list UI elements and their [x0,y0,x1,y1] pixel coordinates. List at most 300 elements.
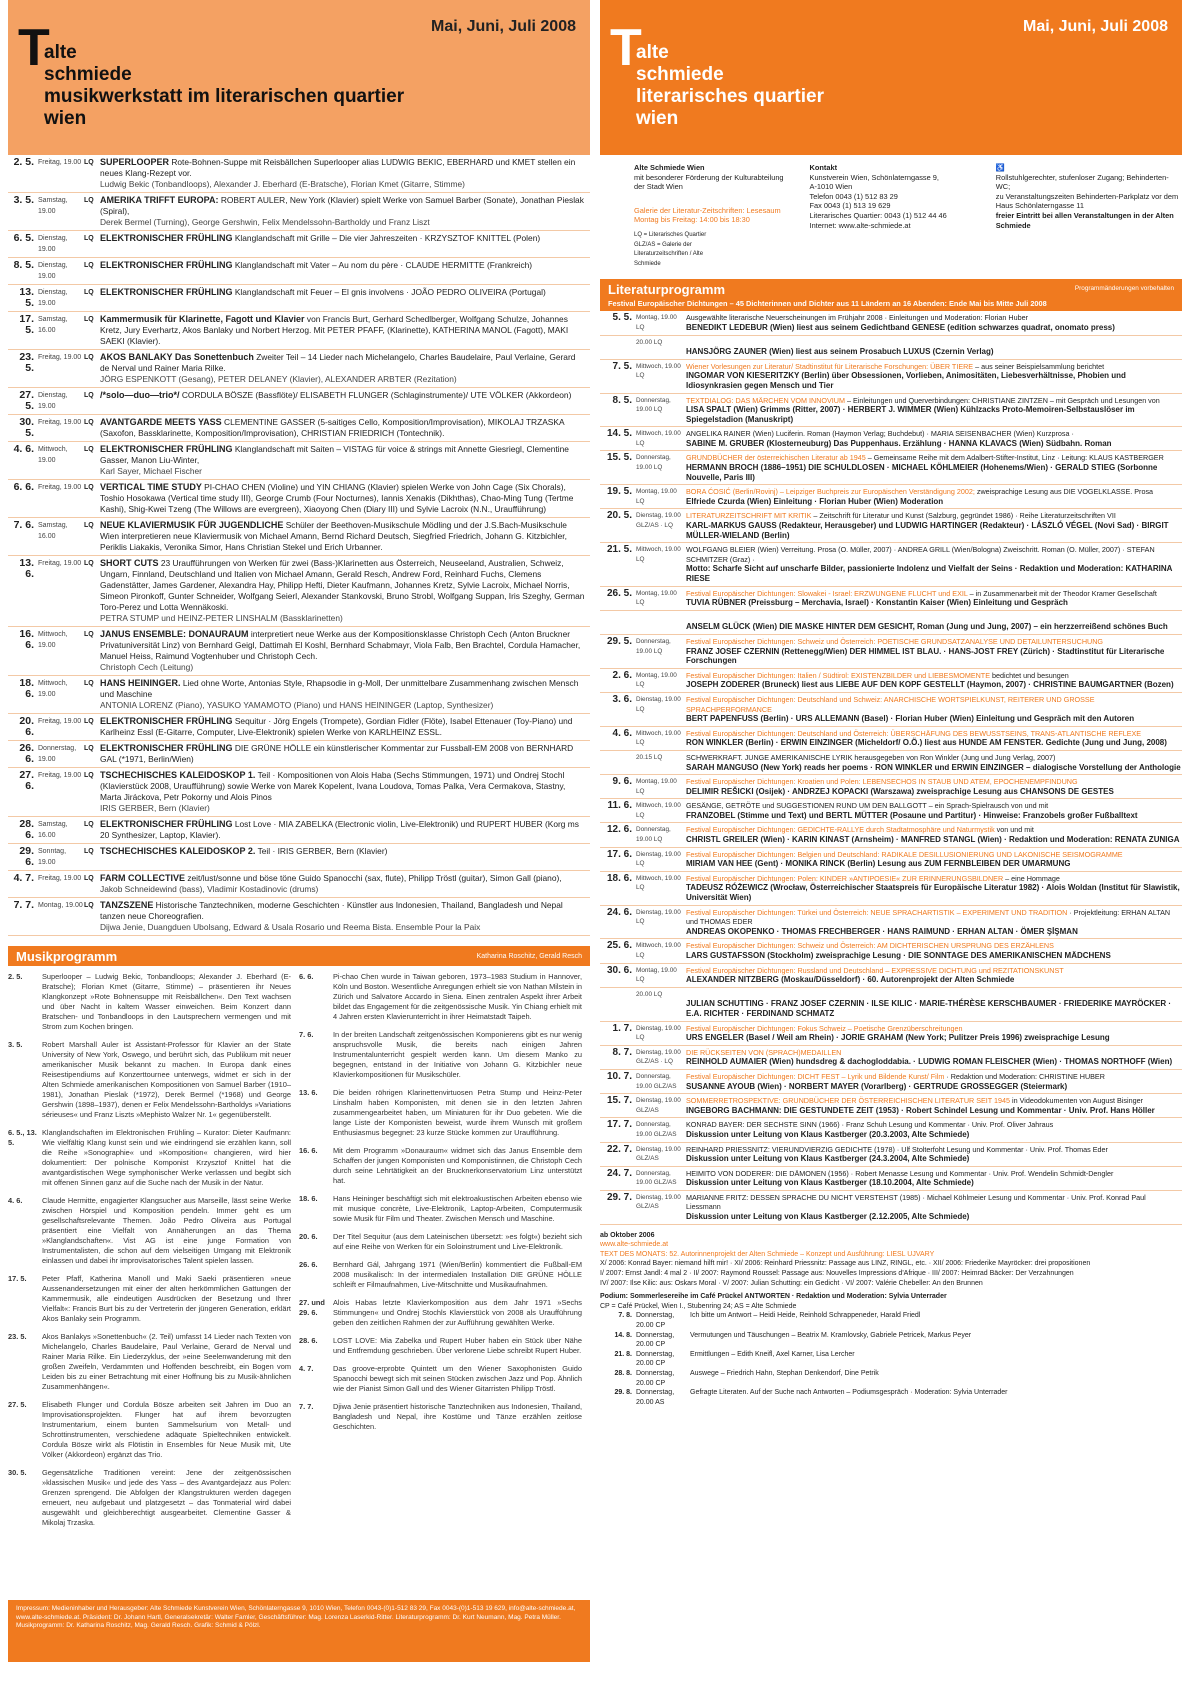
event-day-time: Dienstag, 19.00 GLZ/AS · LQ [636,512,681,530]
info-line: Haus Schönlaterngasse 11 [995,201,1084,211]
event-authors: ANSELM GLÜCK (Wien) DIE MASKE HINTER DEM GESICHT, Roman (Jung und Jung, 2007) – ein herzzerreißend schönes Buch [686,622,1168,632]
event-description [686,1193,1182,1222]
program-entry [299,1030,582,1080]
event-description [100,678,590,711]
event-text: · Projektleitung: ERHAN ALTAN und THOMAS EDER [686,907,1171,927]
program-text: Mit dem Programm »Donauraum« widmet sich das Janus Ensemble dem Schaffen der jungen Komponisten und Komponistinnen, die Christoph Cech durch seine Lehrtätigkeit an der Brucknerkonservatorium Linz unterstützt hat. [333,1146,582,1185]
music-program-bar [8,946,590,966]
event-text: interpretiert neue Werke aus der Kompositionsklasse Christoph Cech (Anton Bruckner Privatuniversität Linz) von Bernhard Geigl, Dattimah El Koshl, Bernhard Schabmayr, Viola Falb, Ben Brachtel, Cordula Hamacher, Manuel Heiss, Raimund Vogtenhuber und Christoph Cech. [100,629,581,661]
event-venue: LQ [84,159,94,166]
event-text: Sequitur · Jörg Engels (Trompete), Gordian Fidler (Flöte), Isabel Ettenauer (Toy-Piano) und Karlheinz Essl (E-Gitarre, Computer, Live-Elektronik) spielen Werke von KARLHEINZ ESSL. [100,716,573,737]
event-description [686,777,1182,796]
event-text: Schüler der Beethoven-Musikschule Mödling und der J.S.Bach-Musikschule Wien interpretieren neue Klaviermusik von Michael Amann, Bernd Richard Deutsch, Siegfried Friedrich, Johann G. Kitzbichler, Periklis Liakakis, Veronika Simor, Hans Christian Stekel und Erich Urbanner. [100,520,567,552]
event-date: 12. 6. [606,824,632,836]
literature-event-row [600,1022,1182,1046]
program-entry [299,1336,582,1356]
event-description [686,589,1182,608]
event-series: Festival Europäischer Dichtungen: Italien / Südtirol: EXISTENZBILDER und LIEBESMOMENTE [686,670,990,680]
program-date: 7. 6. [299,1030,314,1039]
event-title: ELEKTRONISCHER FRÜHLING [100,743,233,753]
program-date: 23. 5. [8,1332,27,1341]
music-event-row [8,518,590,556]
program-text: Robert Marshall Auler ist Assistant-Professor für Klavier an der State University of New York, Oswego, und berührt sich, das Publikum mit neuer amerikanischer Musik bekannt zu machen. In Europa dank eines Reisestipendiums auf Konzerttournee unterwegs, widmet er sich in der Alten Schmiede amerikanischen Kompositionen von Samuel Barber (1910–1981), Jonathan Pieslak (*1972), Derek Bermel (*1968) und George Gershwin (1898–1937), denen er Felix Mendelssohn-Bartholdys »Variations sérieuses« und Franz Liszts »Mephisto Walzer Nr. 1« gegenüberstellt. [42,1040,291,1119]
literature-program-bar [600,279,1182,311]
info-line: Kontakt [809,163,838,172]
program-entry [299,1194,582,1224]
music-event-row [8,627,590,676]
event-description [100,390,590,412]
brand-line: wien [44,108,87,129]
program-text: LOST LOVE: Mia Zabelka und Rupert Huber haben ein Stück über Nähe und Entfremdung geschrieben. Über verlorene Liebe schreibt Rupert Huber. [333,1336,582,1355]
podium-date: 29. 8. [614,1389,632,1397]
program-text: Bernhard Gál, Jahrgang 1971 (Wien/Berlin) kommentiert die Fußball-EM 2008 musikalisch: In der intermedialen Installation DIE GRÜNE HÖLLE schleift er Filmaufnahmen, Live-Mitschnitte und Musikaufnahmen. [333,1260,582,1289]
event-authors: FRANZ JOSEF CZERNIN (Rettenegg/Wien) DER HIMMEL IST BLAU. · HANS-JOST FREY (Zürich) · Stadtinstitut für Literarische Forschungen [686,646,1165,666]
podium-row [600,1311,1182,1330]
event-text: – Einleitungen und Querverbindungen: CHRISTIANE ZINTZEN – mit Gespräch und Lesungen von [846,395,1160,405]
literature-event-row [600,693,1182,727]
literature-event-row [600,906,1182,940]
literature-event-row [600,509,1182,543]
podium-title: Ich bitte um Antwort – Heidi Heide, Reinhold Schrappeneder, Harald Friedl [690,1312,921,1320]
event-description [686,801,1182,820]
event-authors: KARL-MARKUS GAUSS (Redakteur, Herausgeber) und LUDWIG HARTINGER (Redakteur) · LÁSZLÓ VÉGEL (Novi Sad) · BIRGIT MÜLLER-WIELAND (Berlin) [686,521,1169,540]
music-event-row [8,714,590,741]
event-description [100,195,590,228]
program-date: 7. 7. [299,1402,314,1411]
event-venue: LQ [84,419,94,426]
info-contact [810,163,996,269]
literature-event-row [600,1094,1182,1118]
event-title: TANZSZENE [100,900,154,910]
event-series: Festival Europäischer Dichtungen: Deutschland und Schweiz: ANARCHISCHE WORTSPIELKUNST, REITERER UND GROSSE SPRACHPERFORMANCE [686,694,1095,714]
event-date: 11. 6. [607,800,632,812]
event-day-time: Mittwoch, 19.00 LQ [636,942,681,959]
event-day-time: Freitag, 19.00 [38,718,82,725]
event-description [686,545,1182,583]
event-description [686,396,1182,425]
program-entry [8,1332,291,1392]
literature-event-row [600,1191,1182,1225]
event-performers: PETRA STUMP und HEINZ-PETER LINSHALM (Bassklarinetten) [100,613,343,623]
event-title: AMERIKA TRIFFT EUROPA: [100,195,219,205]
event-text: Klanglandschaft mit Saiten – VISTAG für voice & strings mit Annette Giesriegl, Clementine Gasser, Manon Liu-Winter, [100,444,569,465]
music-program-curators: Katharina Roschitz, Gerald Resch [476,952,582,960]
literature-event-list [600,311,1182,1224]
brand-line: literarisches quartier [636,86,824,107]
event-series: TEXTDIALOG: DAS MÄRCHEN VOM INNOVIUM [686,395,845,405]
literature-event-row [600,587,1182,611]
podium-title: Auswege – Friedrich Hahn, Stephan Denkendorf, Dine Petrik [690,1369,879,1377]
event-description [100,233,590,255]
event-series: Festival Europäischer Dichtungen: Kroatien und Polen: LEBENSECHOS IN STAUB UND ATEM, EPOCHENEMPFINDUNG [686,777,1078,787]
event-date: 21. 5. [606,544,632,556]
event-series: Festival Europäischer Dichtungen: GEDICHTE-RALLYE durch Stadtatmosphäre und Naturmystik [686,825,995,835]
literature-program-title: Literaturprogramm [608,282,726,298]
event-authors: Diskussion unter Leitung von Klaus Kastberger (20.3.2003, Alte Schmiede) [686,1129,970,1139]
event-performers: IRIS GERBER, Bern (Klavier) [100,803,210,813]
event-series: Festival Europäischer Dichtungen: Belgien und Deutschland: RADIKALE DESILLUSIONIERUNG UND LAKONISCHE SEISMOGRAMME [686,849,1123,859]
event-description [686,1024,1182,1043]
event-description [686,511,1182,540]
event-date: 2. 5. [13,156,34,168]
event-day-time: Freitag, 19.00 [38,419,82,426]
event-date: 27. 5. [19,389,34,412]
event-authors: CHRISTL GREILER (Wien) · KARIN KINAST (Arnsheim) · MANFRED STANGL (Wien) · Redaktion und Moderation: RENATA ZUNIGA [686,835,1180,845]
music-program-text [8,966,590,1542]
event-day-time: Montag, 19.00 LQ [636,589,677,607]
music-event-row [8,442,590,480]
brand-title [44,42,404,130]
program-text: Superlooper – Ludwig Bekic, Tonbandloops; Alexander J. Eberhard (E-Bratsche); Florian Kmet (Gitarre, Stimme) – präsentieren ihr Neues Klangkonzept »Rote Bohnensuppe mit Reisbällchen«. Den Text wachsen und über Nacht in kaltem Wasser einweichen. Beim Konzert dann Bratschen- und Tonbandloops in den Lautsprechern vermengen und mit Strom zum Kochen bringen. [42,972,291,1031]
literature-event-row [600,360,1182,394]
event-date: 5. 5. [612,312,632,324]
brand-letter: T [610,19,642,77]
literature-event-row [600,669,1182,693]
program-date: 4. 7. [299,1364,314,1373]
text-month-line: I/ 2007: Ernst Jandl: 4 mal 2 · II/ 2007: Raymond Roussel: Passage aus: Nouvelles Impressions d'Afrique · III/ 2007: Heimrad Bäcker: Der Verzahnungen [600,1270,1074,1278]
event-authors: Diskussion unter Leitung von Klaus Kastberger (18.10.2004, Alte Schmiede) [686,1178,974,1188]
event-venue: LQ [84,354,94,361]
event-date [600,338,636,357]
event-description [686,313,1182,332]
event-text: HEIMITO VON DODERER: DIE DÄMONEN (1956) · Robert Menasse Lesung und Kommentar · Univ. Prof. Wendelin Schmidt-Dengler [686,1168,1114,1178]
footer-heading: ab Oktober 2006 [600,1231,655,1239]
info-line: der Stadt Wien [634,182,683,192]
event-authors: JOSEPH ZODERER (Bruneck) liest aus LIEBE AUF DEN KOPF GESTELLT (Haymon, 2007) · CHRISTINE BAUMGARTNER (Bozen) [686,680,1174,690]
literature-program [600,279,1182,1224]
event-description [686,1169,1182,1188]
program-date: 18. 6. [299,1194,318,1203]
event-performers: Karl Sayer, Michael Fischer [100,466,202,476]
event-date: 24. 6. [606,906,632,918]
event-performers: Christoph Cech (Leitung) [100,662,194,672]
literature-event-row [600,775,1182,799]
event-venue: LQ [84,718,94,725]
info-line: Montag bis Freitag: 14:00 bis 18:30 [634,215,750,225]
event-day-time: Dienstag, 19.00 LQ [636,1024,681,1042]
event-date: 9. 6. [612,776,632,788]
music-event-row [8,844,590,871]
event-date [600,753,636,772]
legend-lq: LQ = Literarisches Quartier GLZ/AS = Galerie der Literaturzeitschriften / Alte Schmiede [634,231,707,267]
event-date: 8. 5. [13,259,34,271]
podium-date: 28. 8. [614,1369,632,1377]
program-text: Claude Hermitte, engagierter Klangsucher aus Marseille, lässt seine Werke zwischen Hörspiel und Komposition pendeln. Immer geht es um gesellschaftsrelevante Themen. João Pedro Oliveira aus Portugal präsentiert eine Vielfalt von Annäherungen an das Thema »Klanglandschaften«. Vist AG ist eine junge Formation von Instrumentalisten, die schon auf dem vielseitigen Umgang mit Elektronik einlassen und dabei ihr improvisatorisches Talent spielen lassen. [42,1196,291,1265]
event-text: PI-CHAO CHEN (Violine) und YIN CHIANG (Klavier) spielen Werke von John Cage (Six Chorals), Toshio Hosokawa (Vertical time study III), George Crumb (Four Nocturnes), Iannis Xenakis (Dikhthas), Chao-Ming Tung (Tertme Kashi), Shig-Kwei Tzeng (The Willows are evergreen), Xiaoyong Chen (Diary III) und Sylvie Lacroix (N.N., Uraufführung) [100,482,574,514]
event-text: bedichtet und besungen [992,670,1069,680]
event-date: 13. 6. [19,557,34,580]
event-authors: Diskussion unter Leitung von Klaus Kastberger (24.3.2004, Alte Schmiede) [686,1154,970,1164]
program-entry [299,1146,582,1186]
event-date: 8. 5. [612,394,632,406]
podium-row [600,1388,1182,1407]
event-date: 2. 6. [612,669,632,681]
podium-title: Gefragte Literaten. Auf der Suche nach Antworten – Podiumsgespräch · Moderation: Sylvia Unterrader [690,1389,1008,1397]
brand-letter: T [18,19,50,77]
program-entry [8,1040,291,1120]
website-link[interactable]: www.alte-schmiede.at [600,1241,669,1249]
event-venue: LQ [84,875,94,882]
event-day-time: Donnerstag, 19.00 GLZ/AS [636,1072,677,1090]
event-authors: ALEXANDER NITZBERG (Moskau/Düsseldorf) · 60. Autorenprojekt der Alten Schmiede [686,975,1015,985]
event-text: Teil · Kompositionen von Alois Haba (Sechs Stimmungen, 1971) und Ondrej Stochl (Klavierstück 2008, Uraufführung) sowie Werke von Marek Kopelent, Ivana Loudova, Tomas Palka, Vera Cermakova, Stastny, Marta Jiráckova, Petr Pokorny und Alois Pinos [100,770,566,802]
event-authors: SABINE M. GRUBER (Klosterneuburg) Das Puppenhaus. Erzählung · HANNA KLAVACS (Wien) Südbahn. Roman [686,438,1112,448]
event-description [686,637,1182,666]
event-day-time: Dienstag, 19.00 LQ [636,850,681,868]
literature-event-row [600,394,1182,428]
event-day-time: Dienstag, 19.00 GLZ/AS · LQ [636,1048,681,1066]
music-event-row [8,768,590,817]
event-text: MARIANNE FRITZ: DESSEN SPRACHE DU NICHT VERSTEHST (1985) · Michael Köhlmeier Lesung und Kommentar · Univ. Prof. Konrad Paul Liessmann [686,1192,1146,1212]
literature-event-row [600,1167,1182,1191]
event-day-time: Samstag, 19.00 [38,197,68,215]
event-text: – Gemeinsame Reihe mit dem Adalbert-Stifter-Institut, Linz · Leitung: KLAUS KASTBERGER [867,453,1164,463]
music-event-row [8,898,590,936]
event-series: Festival Europäischer Dichtungen: Slowakei - Israel: ERZWUNGENE FLUCHT und EXIL [686,588,968,598]
event-description [100,743,590,765]
event-authors: DELIMIR REŠICKI (Osijek) · ANDRZEJ KOPACKI (Warszawa) zweisprachige Lesung aus CHANSONS DE GESTES [686,786,1114,796]
event-day-time: Freitag, 19.00 [38,560,82,567]
event-description [686,453,1182,482]
literature-event-row [600,543,1182,586]
info-line: zu Veranstaltungszeiten Behinderten-Parkplatz vor dem [995,191,1179,201]
event-day-time: Mittwoch, 19.00 LQ [636,362,681,380]
event-date: 6. 5. [13,232,34,244]
event-date: 1. 7. [612,1022,632,1034]
event-authors: JULIAN SCHUTTING · FRANZ JOSEF CZERNIN · ILSE KILIC · MARIE-THÉRÈSE KERSCHBAUMER · FRIEDERIKE MAYRÖCKER · E.A. RICHTER · FERDINAND SCHMATZ [686,999,1172,1018]
literature-event-row [600,635,1182,669]
program-entry [299,1232,582,1252]
event-performers: Ludwig Bekic (Tonbandloops), Alexander J. Eberhard (E-Bratsche), Florian Kmet (Gitarre, Stimme) [100,179,465,189]
event-date: 6. 6. [13,481,34,493]
event-series: LITERATURZEITSCHRIFT MIT KRITIK [686,511,812,521]
brand-line: alte [636,42,669,63]
music-event-row [8,258,590,285]
event-description [100,520,590,553]
event-description [100,314,590,347]
event-day-time: Donnerstag, 19.00 LQ [636,637,671,655]
event-venue: LQ [84,235,94,242]
program-text: Pi-chao Chen wurde in Taiwan geboren, 1973–1983 Studium in Hannover, Köln und Boston. Wesentliche Anregungen erhielt sie von Nathan Milstein in Zürich und Salvatore Accardo in Siena. Einen zentralen Aspekt ihrer Arbeit bildet das Engagement für die zeitgenössische Musik. Yin Chiang erhielt mit 4 Jahren ersten Klavierunterricht in ihrer Heimatstadt Taipeh. [333,972,582,1021]
event-venue: LQ [84,902,94,909]
music-event-row [8,871,590,898]
event-text: – Zeitschrift für Literatur und Kunst (Salzburg, gegründet 1986) · Reihe Literaturzeitschriften VII [813,511,1116,521]
event-description [686,850,1182,869]
event-title: JANUS ENSEMBLE: DONAURAUM [100,629,249,639]
podium-date: 7. 8. [618,1312,632,1320]
event-authors: LARS GUSTAFSSON (Stockholm) zweisprachige Lesung · DIE SONNTAGE DES AMERIKANISCHEN MÄDCHENS [686,951,1111,960]
program-date: 16. 6. [299,1146,318,1155]
podium-day-time: Donnerstag, 20.00 CP [636,1331,675,1349]
program-text: Klanglandschaften im Elektronischen Frühling – Kurator: Dieter Kaufmann: Wie vielfältig Klang kunst sein und wie eindringend sie erzählen kann, soll die Reihe »Sonographie« und »Komposition« changieren, wird hier dokumentiert: Der polnische Komponist Krzysztof Knittel hat die avantgardistischen Wege symphonischer Werke verlassen und begibt sich mit offenen Sinnen ganz auf die Suche nach der Musik in der Natur. [42,1128,291,1187]
event-text: Klanglandschaft mit Feuer – El gnis involvens · JOÃO PEDRO OLIVEIRA (Portugal) [234,287,546,297]
event-day-time: Freitag, 19.00 [38,159,82,166]
event-venue: LQ [84,197,94,204]
text-of-month: TEXT DES MONATS: 52. Autorinnenprojekt der Alten Schmiede – Konzept und Ausführung: LIESL UJVARY [600,1250,935,1258]
event-authors: Motto: Scharfe Sicht auf unscharfe Bilder, passionierte Indolenz und Vielfalt der Seins · Redaktion und Moderation: KATHARINA RIESE [686,564,1173,583]
event-day-time: Mittwoch, 19.00 LQ [636,802,681,819]
event-description [686,908,1182,937]
event-description [100,900,590,933]
literature-event-row [600,848,1182,872]
event-day-time: Mittwoch, 19.00 [38,446,68,464]
event-day-time: Dienstag, 19.00 GLZ/AS [636,1145,681,1163]
program-entry [8,1274,291,1324]
music-event-row [8,676,590,714]
event-series: Festival Europäischer Dichtungen: Polen: KINDER »ANTIPOESIE« ZUR ERINNERUNGSBILDNER [686,873,1004,883]
event-date: 20. 6. [19,715,34,738]
event-day-time: Mittwoch, 19.00 LQ [636,729,681,747]
event-description [686,753,1182,772]
event-day-time: Samstag, 16.00 [38,316,68,334]
event-date: 18. 6. [606,872,632,884]
brand-line: alte [44,42,77,63]
event-description [100,770,590,814]
literature-event-row [600,1118,1182,1142]
event-date: 15. 5. [606,452,632,464]
event-authors: Diskussion unter Leitung von Klaus Kastberger (2.12.2005, Alte Schmiede) [686,1212,970,1222]
event-day-time: 20.00 LQ [636,338,663,346]
music-event-row [8,741,590,768]
event-day-time: Donnerstag, 19.00 LQ [636,396,671,414]
podium-row [600,1350,1182,1369]
brand-title [636,42,824,130]
music-event-row [8,556,590,627]
event-authors: FRANZOBEL (Stimme und Text) und BERTL MÜTTER (Posaune und Partitur) · Hinweise: Franzobels großer Fußballtext [686,810,1138,820]
event-description [100,157,590,190]
event-performers: Jakob Schneidewind (bass), Vladimir Kostadinovic (drums) [100,884,319,894]
event-date: 4. 6. [13,443,34,455]
event-day-time: Mittwoch, 19.00 [38,680,68,698]
event-date: 30. 5. [19,416,34,439]
music-page [8,0,590,1684]
event-date: 28. 6. [19,818,34,841]
event-description [686,1048,1182,1067]
event-series: GRUNDBÜCHER der österreichischen Literatur ab 1945 [686,453,866,463]
event-text: – aus seiner Beispielsammlung berichtet [975,361,1105,371]
literature-event-row [600,823,1182,847]
event-day-time: Montag, 19.00 LQ [636,966,677,984]
event-day-time: Freitag, 19.00 [38,772,82,779]
event-date: 4. 7. [13,872,34,884]
literature-event-row [600,988,1182,1022]
event-date [600,613,636,632]
event-description [100,352,590,385]
event-description [686,1120,1182,1139]
event-venue: LQ [84,289,94,296]
podium-title: Ermittlungen – Edith Kneifl, Axel Karner, Lisa Lercher [690,1350,855,1358]
event-venue: LQ [84,560,94,567]
literature-event-row [600,451,1182,485]
event-description [100,873,590,895]
event-description [100,444,590,477]
event-text: ANGELIKA RAINER (Wien) Luciferin. Roman (Haymon Verlag; Buchdebut) · MARIA SEISENBACHER (Wien) Kurzprosa · [686,429,1074,439]
program-date: 2. 5. [8,972,23,981]
wheelchair-icon: ♿ [995,163,1005,172]
event-date: 20. 5. [606,510,632,522]
program-text: Akos Banlakys »Sonettenbuch« (2. Teil) umfasst 14 Lieder nach Texten von Michelangelo, Charles Baudelaire, Paul Verlaine, Gerard de Nerval und Rainer Maria Rilke. Ein Liederzyklus, der »eine Seelenwanderung mit den großen Zweifeln, Verdammten und Hoffenden beschreibt, ein Bogen vom Leiden bis zu einer Betrachtung mit einer Hoffnung bis zu Musik-ähnlichen Zusammenhängen«. [42,1332,291,1391]
event-date: 26. 5. [606,587,632,599]
event-text: Historische Tanztechniken, moderne Geschichten · Künstler aus Indonesien, Thailand, Bangladesh und Nepal tanzen neue Choreografien. [100,900,563,921]
event-text: Ausgewählte literarische Neuerscheinungen im Frühjahr 2008 · Einleitungen und Moderation: Florian Huber [686,313,1028,323]
event-day-time: Samstag, 16.00 [38,821,68,839]
event-description [100,629,590,673]
event-venue: LQ [84,522,94,529]
event-description [686,874,1182,903]
event-day-time: Donnerstag, 19.00 GLZ/AS [636,1121,677,1138]
event-title: SUPERLOOPER [100,157,170,167]
event-description [100,287,590,309]
event-date: 7. 7. [13,899,34,911]
event-date: 29. 6. [19,845,34,868]
brand-line: musikwerkstatt im literarischen quartier [44,86,405,107]
event-venue: LQ [84,262,94,269]
event-day-time: Dienstag, 19.00 GLZ/AS [636,1193,681,1211]
event-series: Wiener Vorlesungen zur Literatur/ Stadtinstitut für Literarische Forschungen: ÜBER TIERE [686,361,974,371]
event-series: BORA ĆOSIĆ (Berlin/Rovinj) – Leipziger Buchpreis zur Europäischen Verständigung 2002; [686,487,975,497]
event-text: Rote-Bohnen-Suppe mit Reisbällchen Superlooper alias LUDWIG BEKIC, EBERHARD und KMET stellen ein neues Klang-Rezept vor. [100,157,576,178]
event-description [686,429,1182,448]
event-series: Festival Europäischer Dichtungen: Deutschland und Österreich: ÜBERSCHÄFUNG DES BEWUSSTSEINS, TRANS-ATLANTISCHE REFLEXE [686,728,1142,738]
event-description [100,417,590,439]
literature-header [600,0,1182,155]
event-date: 26. 6. [19,742,34,765]
music-event-row [8,155,590,193]
imprint: Impressum: Medieninhaber und Herausgeber: Alte Schmiede Kunstverein Wien, Schönlaterngasse 9, 1010 Wien, Telefon 0043-(0)1-512 83 29, Fax 0043-(0)1-513 19 629, info@alte-schmiede.at, www.alte-schmiede.at. Präsident: Dr. Johann Hartl, Generalsekretär: Walter Famler, Geschäftsführer: Mag. Lorenza Laserkid-Ritter. Literaturprogramm: Dr. Kurt Neumann, Mag. Petra Müller. Musikprogramm: Dr. Katharina Roschitz, Mag. Gerald Resch. Grafik: Schmid & Pölzl. [8,1600,590,1662]
podium-day-time: Donnerstag, 20.00 AS [636,1389,675,1406]
event-date: 15. 7. [606,1095,632,1107]
music-event-row [8,350,590,388]
info-funding [600,163,810,269]
event-date: 19. 5. [606,486,632,498]
event-date: 7. 6. [13,519,34,531]
event-series: Festival Europäischer Dichtungen: Türkei und Österreich: NEUE SPRACHARTISTIK – EXPERIMENT UND TRADITION [686,907,1068,917]
program-date: 17. 5. [8,1274,27,1283]
event-text: GESÄNGE, GETRÖTE und SUGGESTIONEN RUND UM DEN BALLGOTT – ein Sprach-Spielrausch von und mit [686,801,1049,811]
event-title: ELEKTRONISCHER FRÜHLING [100,233,233,243]
contact-info [600,155,1182,275]
event-description [686,966,1182,985]
event-day-time: Freitag, 19.00 [38,875,82,882]
event-date: 17. 5. [19,313,34,336]
event-authors: BENEDIKT LEDEBUR (Wien) liest aus seinem Gedichtband GENESE (edition schwarzes quadrat, onomato press) [686,322,1115,332]
program-entry [299,1260,582,1290]
event-date: 17. 7. [606,1119,632,1131]
program-text: Gegensätzliche Traditionen vereint: Jene der zeitgenössischen »klassischen Musik« und jede des Yass – des Avantgardejazz aus Polen: Grenzen sprengend. Die Abfolgen der Klangstrukturen werden dagegen erneuert, neu aufgebaut und platzgesetzt – das Tonmaterial wird dabei ausgewählt und gleichberechtigt ausgearbeitet. Clementine Gasser & Mikolaj Trzaska. [42,1468,291,1527]
event-description [100,846,590,868]
event-description [686,338,1182,357]
brand-line: schmiede [44,64,132,85]
info-line: A-1010 Wien [809,182,853,192]
event-date: 7. 5. [612,360,632,372]
event-title: FARM COLLECTIVE [100,873,185,883]
event-title: /*solo—duo—trio*/ [100,390,180,400]
podium-rows [600,1311,1182,1407]
event-text: DIE GRÜNE HÖLLE ein künstlerischer Kommentar zur Fussball-EM 2008 von BERNHARD GAL (*1971, Berlin/Wien) [100,743,574,764]
brand-line: wien [636,108,679,129]
program-entry [299,1364,582,1394]
event-text: KONRAD BAYER: DER SECHSTE SINN (1966) · Franz Schuh Lesung und Kommentar · Univ. Prof. Oliver Jahraus [686,1120,1054,1130]
event-performers: ANTONIA LORENZ (Piano), YASUKO YAMAMOTO (Piano) und HANS HEININGER (Laptop, Synthesizer) [100,700,494,710]
program-date: 4. 6. [8,1196,23,1205]
music-event-row [8,285,590,312]
event-series: SOMMERRETROSPEKTIVE: GRUNDBÜCHER DER ÖSTERREICHISCHEN LITERATUR SEIT 1945 [686,1096,1011,1106]
event-venue: LQ [84,821,94,828]
event-venue: LQ [84,680,94,687]
event-day-time: Montag, 19.00 LQ [636,671,677,689]
event-description [686,362,1182,391]
music-event-row [8,312,590,350]
